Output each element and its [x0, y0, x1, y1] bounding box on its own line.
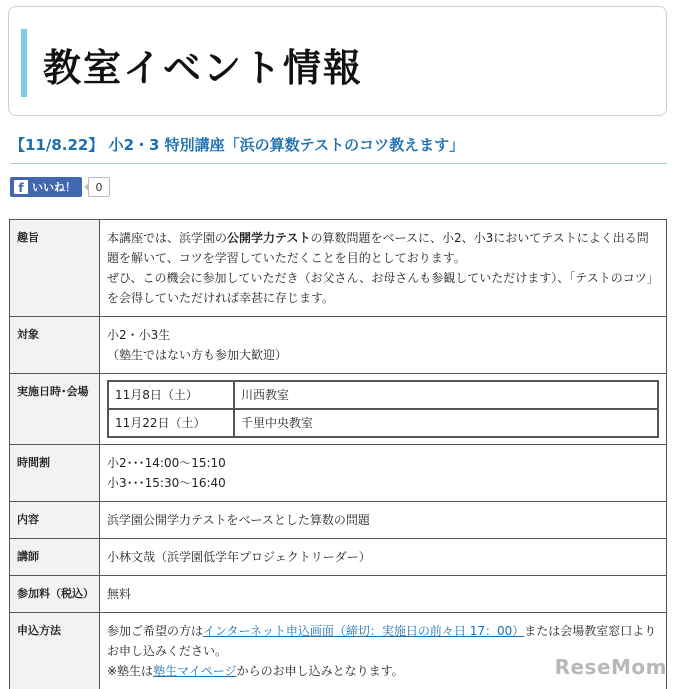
schedule-row	[108, 409, 658, 437]
row-fee	[10, 576, 667, 613]
student-mypage-link[interactable]: 塾生マイページ	[153, 664, 237, 678]
internet-application-link[interactable]: インターネット申込画面（締切：実施日の前々日 17：00）	[203, 624, 525, 638]
lecturer-value: 小林文哉（浜学園低学年プロジェクトリーダー）	[100, 539, 667, 576]
schedule-table	[107, 380, 659, 438]
event-heading: 【11/8.22】 小2・3 特別講座「浜の算数テストのコツ教えます」	[10, 134, 667, 164]
title-accent-bar	[21, 29, 27, 97]
time-line-1: 小2･･･14:00～15:10	[107, 456, 226, 470]
purpose-value	[100, 220, 667, 317]
row-label: 参加料（税込）	[10, 576, 100, 613]
row-lecturer	[10, 539, 667, 576]
apply-text-post: または会場教室窓口よりお申し込みください。	[107, 624, 657, 658]
like-button[interactable]	[10, 177, 82, 197]
target-line-2: （塾生ではない方も参加大歓迎）	[107, 348, 288, 362]
schedule-venue: 千里中央教室	[234, 409, 658, 437]
purpose-text-2: ぜひ、この機会に参加していただき（お父さん、お母さんも参観していただけます）、「テストのコツ」を会得していただければ幸甚に存じます。	[107, 271, 659, 305]
schedule-row	[108, 381, 658, 409]
page-title: 教室イベント情報	[43, 45, 364, 90]
facebook-icon: f	[14, 180, 28, 194]
like-label: いいね！	[32, 181, 76, 194]
content-value: 浜学園公開学力テストをベースとした算数の問題	[100, 502, 667, 539]
row-label: 内容	[10, 502, 100, 539]
like-count: 0	[88, 177, 110, 197]
purpose-text-bold: 公開学力テスト	[227, 231, 311, 245]
row-label: 申込方法	[10, 613, 100, 689]
watermark-logo: ReseMom	[554, 655, 667, 679]
apply-text-pre: 参加ご希望の方は	[107, 624, 204, 638]
row-label: 趣旨	[10, 220, 100, 317]
schedule-date: 11月22日（土）	[108, 409, 234, 437]
apply-note-pre: ※塾生は	[107, 664, 154, 678]
row-purpose	[10, 220, 667, 317]
row-schedule	[10, 374, 667, 445]
row-label: 時間割	[10, 445, 100, 502]
schedule-value	[100, 374, 667, 445]
row-target	[10, 317, 667, 374]
row-time	[10, 445, 667, 502]
title-box	[8, 6, 667, 116]
time-value	[100, 445, 667, 502]
schedule-venue: 川西教室	[234, 381, 658, 409]
event-info-table	[9, 219, 667, 689]
target-line-1: 小2・小3生	[107, 328, 171, 342]
row-label: 講師	[10, 539, 100, 576]
target-value	[100, 317, 667, 374]
row-label: 対象	[10, 317, 100, 374]
fee-value: 無料	[100, 576, 667, 613]
apply-note-post: からのお申し込みとなります。	[236, 664, 404, 678]
row-label: 実施日時･会場	[10, 374, 100, 445]
time-line-2: 小3･･･15:30～16:40	[107, 476, 226, 490]
purpose-text-pre: 本講座では、浜学園の	[107, 231, 228, 245]
schedule-date: 11月8日（土）	[108, 381, 234, 409]
like-widget	[10, 177, 110, 197]
purpose-text-post: の算数問題をベースに、小2、小3においてテストによく出る問題を解いて、コツを学習していただくことを目的としております。	[107, 231, 649, 265]
row-content	[10, 502, 667, 539]
